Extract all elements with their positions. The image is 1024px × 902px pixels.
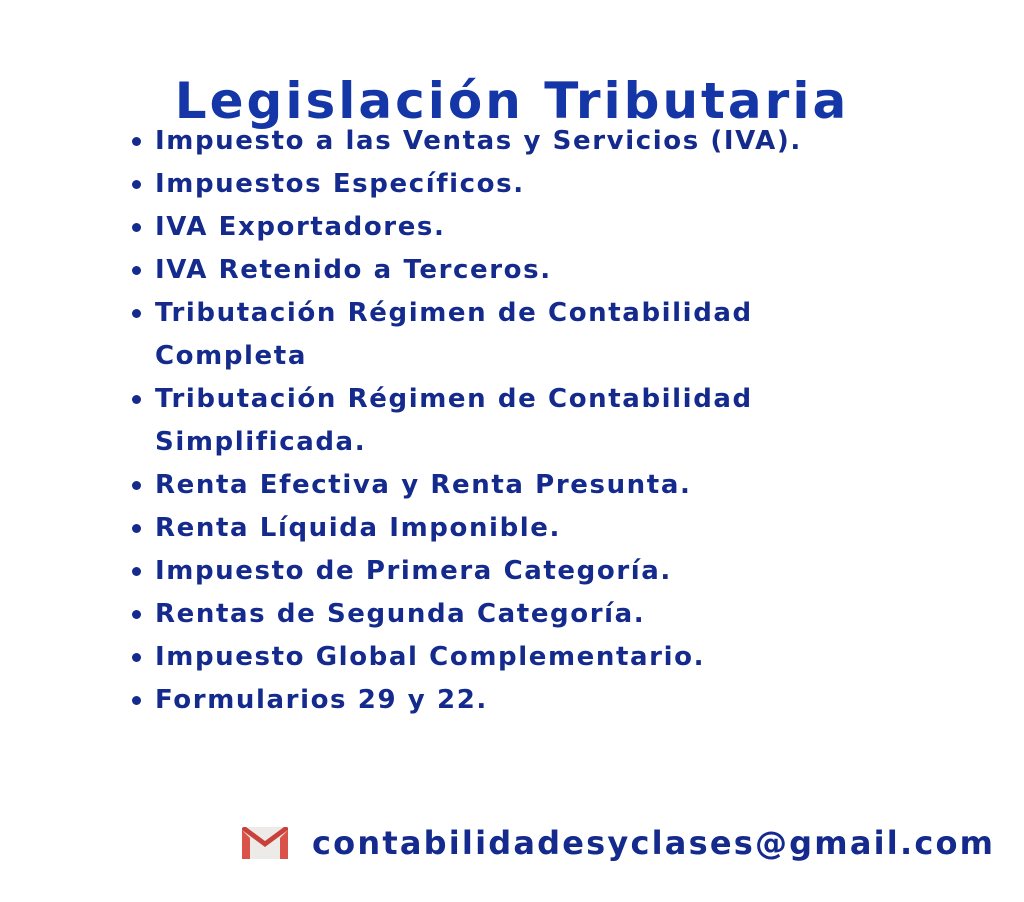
list-item-text: Rentas de Segunda Categoría. xyxy=(155,599,646,629)
list-item xyxy=(130,163,850,206)
page-title: Legislación Tributaria xyxy=(174,71,850,130)
bullet-icon xyxy=(132,481,141,490)
bullet-icon xyxy=(132,696,141,705)
list-item xyxy=(130,550,850,593)
bullet-icon xyxy=(132,567,141,576)
list-item xyxy=(130,249,850,292)
bullet-icon xyxy=(132,610,141,619)
list-item-text: Impuesto a las Ventas y Servicios (IVA). xyxy=(155,126,802,156)
topic-list xyxy=(130,120,850,722)
list-item xyxy=(130,120,850,163)
list-item-text: IVA Retenido a Terceros. xyxy=(155,255,552,285)
list-item xyxy=(130,679,850,722)
list-item-text: Formularios 29 y 22. xyxy=(155,685,488,715)
list-item-text: Impuesto de Primera Categoría. xyxy=(155,556,672,586)
bullet-icon xyxy=(132,223,141,232)
bullet-icon xyxy=(132,395,141,404)
list-item xyxy=(130,464,850,507)
bullet-icon xyxy=(132,524,141,533)
bullet-icon xyxy=(132,309,141,318)
gmail-icon xyxy=(240,823,290,863)
list-item-text: Tributación Régimen de Contabilidad Completa xyxy=(155,298,753,371)
list-item-text: Tributación Régimen de Contabilidad Simplificada. xyxy=(155,384,753,457)
bullet-icon xyxy=(132,266,141,275)
list-item-text: Renta Efectiva y Renta Presunta. xyxy=(155,470,692,500)
list-item-text: IVA Exportadores. xyxy=(155,212,446,242)
list-item xyxy=(130,206,850,249)
list-item xyxy=(130,378,850,464)
list-item-text: Impuestos Específicos. xyxy=(155,169,525,199)
list-item xyxy=(130,636,850,679)
list-item xyxy=(130,593,850,636)
list-item-text: Impuesto Global Complementario. xyxy=(155,642,706,672)
bullet-icon xyxy=(132,137,141,146)
contact-info xyxy=(240,818,995,868)
bullet-icon xyxy=(132,653,141,662)
list-item xyxy=(130,507,850,550)
email-link[interactable]: contabilidadesyclases@gmail.com xyxy=(312,824,996,862)
list-item-text: Renta Líquida Imponible. xyxy=(155,513,562,543)
list-item xyxy=(130,292,850,378)
bullet-icon xyxy=(132,180,141,189)
